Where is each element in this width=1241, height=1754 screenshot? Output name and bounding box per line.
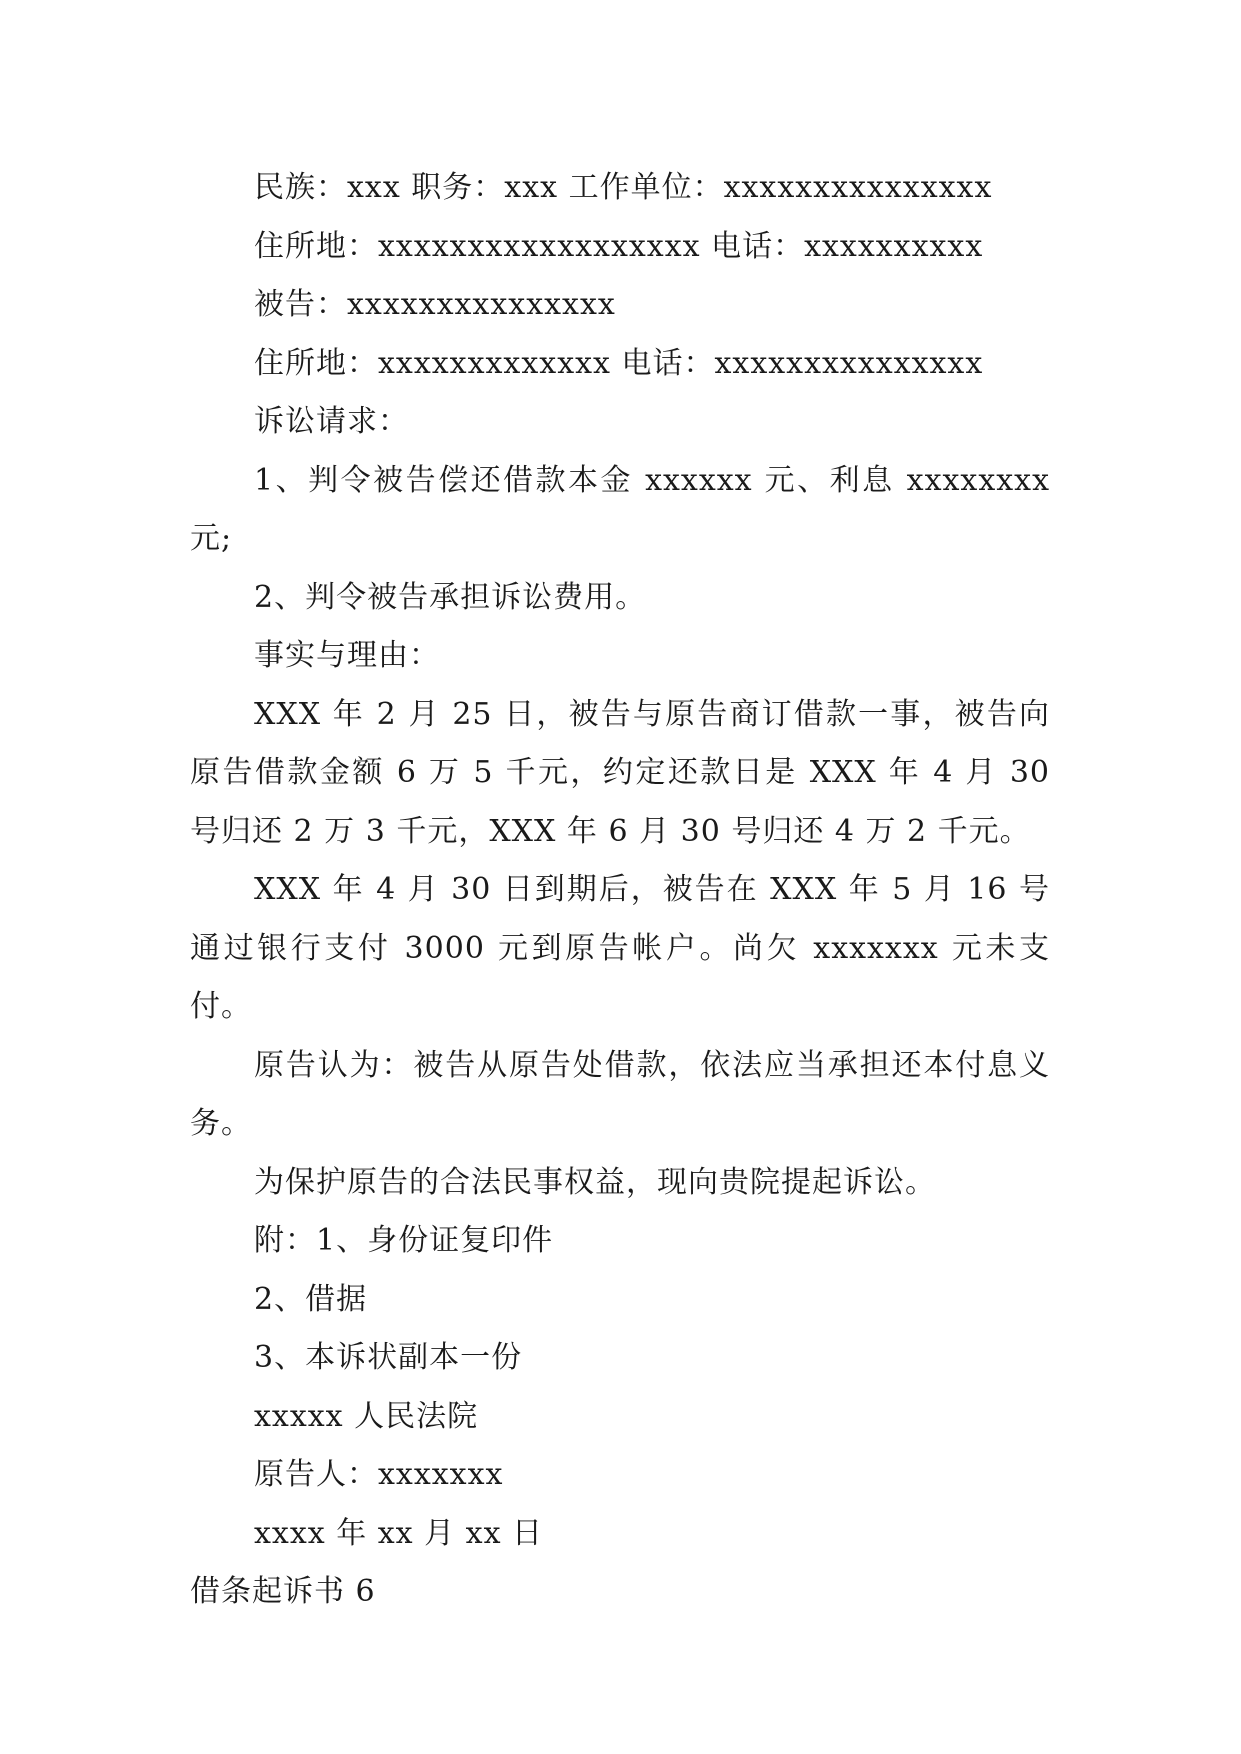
- next-section-title: 借条起诉书 6: [190, 1574, 376, 1609]
- document-body: [190, 159, 1050, 1622]
- court-name: xxxxx 人民法院: [254, 1398, 479, 1434]
- attachment-1: 附：1、身份证复印件: [254, 1223, 554, 1258]
- plaintiff-signature: 原告人：xxxxxxx: [254, 1457, 504, 1492]
- attachment-2: 2、借据: [254, 1281, 368, 1317]
- facts-paragraph-4: 为保护原告的合法民事权益，现向贵院提起诉讼。: [254, 1164, 936, 1200]
- ethnicity-line: 民族：xxx 职务：xxx 工作单位：xxxxxxxxxxxxxxx: [254, 170, 993, 205]
- claim-1: 1、判令被告偿还借款本金 xxxxxx 元、利息 xxxxxxxx 元;: [190, 462, 1050, 556]
- facts-paragraph-1: XXX 年 2 月 25 日，被告与原告商订借款一事，被告向原告借款金额 6 万 5 千元，约定还款日是 XXX 年 4 月 30 号归还 2 万 3 千元，XXX 年 6 月 30 号归还 4 万 2 千元。: [190, 696, 1050, 849]
- claim-2: 2、判令被告承担诉讼费用。: [254, 579, 647, 615]
- claims-heading: 诉讼请求：: [254, 404, 409, 439]
- defendant-address-line: 住所地：xxxxxxxxxxxxx 电话：xxxxxxxxxxxxxxx: [254, 345, 984, 381]
- facts-heading: 事实与理由：: [254, 638, 440, 673]
- attachment-3: 3、本诉状副本一份: [254, 1340, 523, 1375]
- defendant-line: 被告：xxxxxxxxxxxxxxx: [254, 287, 616, 322]
- facts-paragraph-3: 原告认为：被告从原告处借款，依法应当承担还本付息义务。: [190, 1047, 1050, 1141]
- facts-paragraph-2: XXX 年 4 月 30 日到期后，被告在 XXX 年 5 月 16 号通过银行支付 3000 元到原告帐户。尚欠 xxxxxxx 元未支付。: [190, 872, 1050, 1024]
- date-line: xxxx 年 xx 月 xx 日: [254, 1515, 544, 1551]
- plaintiff-address-line: 住所地：xxxxxxxxxxxxxxxxxx 电话：xxxxxxxxxx: [254, 228, 984, 264]
